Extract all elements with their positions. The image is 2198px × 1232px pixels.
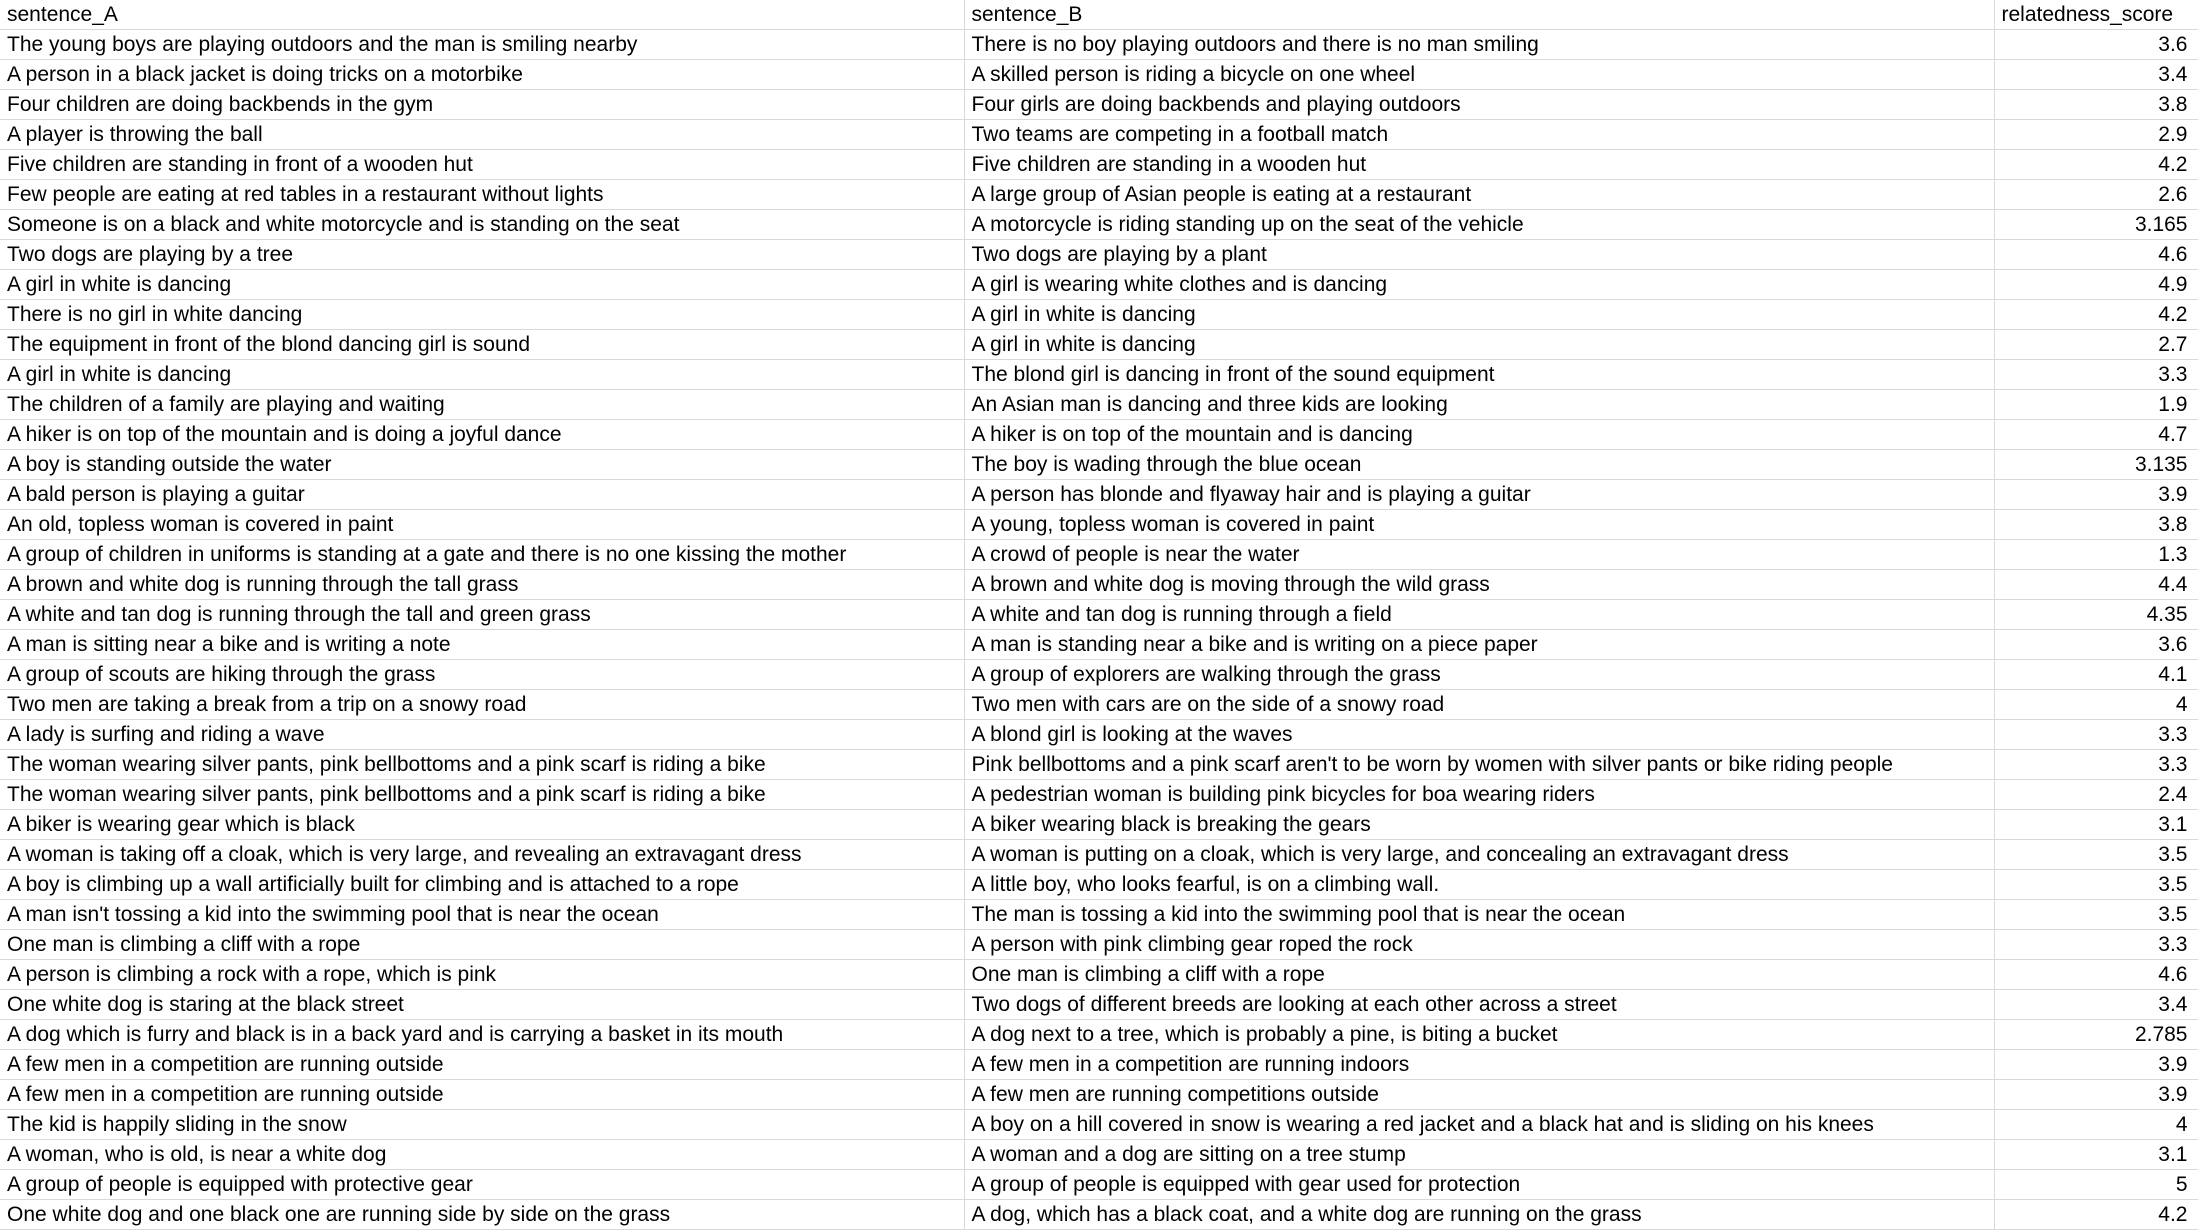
table-row (0, 480, 2198, 510)
sentence-a-cell[interactable]: A dog which is furry and black is in a back yard and is carrying a basket in its mouth (0, 1020, 964, 1050)
sentence-b-cell[interactable]: Two men with cars are on the side of a snowy road (964, 690, 1994, 720)
relatedness-score-cell[interactable]: 4.6 (1994, 960, 2198, 990)
relatedness-score-cell[interactable]: 4 (1994, 1110, 2198, 1140)
table-row (0, 900, 2198, 930)
sentence-b-cell[interactable]: A brown and white dog is moving through the wild grass (964, 570, 1994, 600)
relatedness-score-cell[interactable]: 3.6 (1994, 630, 2198, 660)
relatedness-score-cell[interactable]: 3.6 (1994, 30, 2198, 60)
header-row (0, 0, 2198, 30)
relatedness-score-cell[interactable]: 3.3 (1994, 720, 2198, 750)
sentence-a-cell[interactable]: Someone is on a black and white motorcycle and is standing on the seat (0, 210, 964, 240)
relatedness-score-cell[interactable]: 3.5 (1994, 840, 2198, 870)
sentence-a-cell[interactable]: Two dogs are playing by a tree (0, 240, 964, 270)
sentence-b-cell[interactable]: There is no boy playing outdoors and there is no man smiling (964, 30, 1994, 60)
sentence-b-cell[interactable]: A woman is putting on a cloak, which is very large, and concealing an extravagant dress (964, 840, 1994, 870)
relatedness-score-cell[interactable]: 3.3 (1994, 930, 2198, 960)
table-row (0, 390, 2198, 420)
table-row (0, 1080, 2198, 1110)
sentence-a-cell[interactable]: Few people are eating at red tables in a restaurant without lights (0, 180, 964, 210)
sentence-b-cell[interactable]: A girl in white is dancing (964, 330, 1994, 360)
relatedness-score-cell[interactable]: 4.4 (1994, 570, 2198, 600)
relatedness-score-cell[interactable]: 3.1 (1994, 810, 2198, 840)
column-header-sentence-a[interactable]: sentence_A (0, 0, 964, 30)
sentence-a-cell[interactable]: The woman wearing silver pants, pink bellbottoms and a pink scarf is riding a bike (0, 780, 964, 810)
table-row (0, 540, 2198, 570)
relatedness-score-cell[interactable]: 3.4 (1994, 60, 2198, 90)
sentence-b-cell[interactable]: The boy is wading through the blue ocean (964, 450, 1994, 480)
relatedness-score-cell[interactable]: 2.6 (1994, 180, 2198, 210)
relatedness-score-cell[interactable]: 3.4 (1994, 990, 2198, 1020)
table-row (0, 180, 2198, 210)
sentence-b-cell[interactable]: Four girls are doing backbends and playing outdoors (964, 90, 1994, 120)
table-row (0, 330, 2198, 360)
relatedness-score-cell[interactable]: 4.2 (1994, 150, 2198, 180)
sentence-b-cell[interactable]: A crowd of people is near the water (964, 540, 1994, 570)
sentence-b-cell[interactable]: A person has blonde and flyaway hair and is playing a guitar (964, 480, 1994, 510)
table-row (0, 150, 2198, 180)
relatedness-score-cell[interactable]: 3.3 (1994, 360, 2198, 390)
table-row (0, 810, 2198, 840)
sentence-a-cell[interactable]: Four children are doing backbends in the gym (0, 90, 964, 120)
sentence-b-cell[interactable]: Two dogs are playing by a plant (964, 240, 1994, 270)
sentence-a-cell[interactable]: An old, topless woman is covered in paint (0, 510, 964, 540)
table-row (0, 1050, 2198, 1080)
sentence-a-cell[interactable]: Five children are standing in front of a wooden hut (0, 150, 964, 180)
sentence-b-cell[interactable]: A group of people is equipped with gear used for protection (964, 1170, 1994, 1200)
table-row (0, 120, 2198, 150)
table-row (0, 870, 2198, 900)
table-row (0, 960, 2198, 990)
sentence-a-cell[interactable]: A woman, who is old, is near a white dog (0, 1140, 964, 1170)
sentence-a-cell[interactable]: The young boys are playing outdoors and the man is smiling nearby (0, 30, 964, 60)
sentence-b-cell[interactable]: Pink bellbottoms and a pink scarf aren't to be worn by women with silver pants or bike riding people (964, 750, 1994, 780)
relatedness-score-cell[interactable]: 4 (1994, 690, 2198, 720)
sentence-b-cell[interactable]: Two teams are competing in a football match (964, 120, 1994, 150)
sentence-a-cell[interactable]: A boy is standing outside the water (0, 450, 964, 480)
sentence-a-cell[interactable]: A man is sitting near a bike and is writing a note (0, 630, 964, 660)
table-row (0, 1110, 2198, 1140)
relatedness-score-cell[interactable]: 4.7 (1994, 420, 2198, 450)
sentence-a-cell[interactable]: A player is throwing the ball (0, 120, 964, 150)
sentence-b-cell[interactable]: The man is tossing a kid into the swimming pool that is near the ocean (964, 900, 1994, 930)
sentence-b-cell[interactable]: A little boy, who looks fearful, is on a climbing wall. (964, 870, 1994, 900)
sentence-a-cell[interactable]: A bald person is playing a guitar (0, 480, 964, 510)
sentence-a-cell[interactable]: One white dog is staring at the black street (0, 990, 964, 1020)
sentence-a-cell[interactable]: The woman wearing silver pants, pink bellbottoms and a pink scarf is riding a bike (0, 750, 964, 780)
relatedness-score-cell[interactable]: 3.135 (1994, 450, 2198, 480)
table-row (0, 660, 2198, 690)
sentence-a-cell[interactable]: The kid is happily sliding in the snow (0, 1110, 964, 1140)
sentence-a-cell[interactable]: The children of a family are playing and waiting (0, 390, 964, 420)
table-row (0, 30, 2198, 60)
relatedness-score-cell[interactable]: 3.9 (1994, 1080, 2198, 1110)
table-row (0, 270, 2198, 300)
table-row (0, 990, 2198, 1020)
table-row (0, 600, 2198, 630)
sentence-a-cell[interactable]: One white dog and one black one are running side by side on the grass (0, 1200, 964, 1230)
table-row (0, 510, 2198, 540)
relatedness-score-cell[interactable]: 4.1 (1994, 660, 2198, 690)
sentence-a-cell[interactable]: A person is climbing a rock with a rope, which is pink (0, 960, 964, 990)
sentence-a-cell[interactable]: A few men in a competition are running outside (0, 1080, 964, 1110)
sentence-b-cell[interactable]: A girl is wearing white clothes and is dancing (964, 270, 1994, 300)
sentence-a-cell[interactable]: A biker is wearing gear which is black (0, 810, 964, 840)
relatedness-score-cell[interactable]: 3.9 (1994, 1050, 2198, 1080)
sentence-b-cell[interactable]: A dog, which has a black coat, and a white dog are running on the grass (964, 1200, 1994, 1230)
column-header-sentence-b[interactable]: sentence_B (964, 0, 1994, 30)
relatedness-score-cell[interactable]: 4.6 (1994, 240, 2198, 270)
table-row (0, 450, 2198, 480)
sentence-b-cell[interactable]: One man is climbing a cliff with a rope (964, 960, 1994, 990)
sentence-b-cell[interactable]: A skilled person is riding a bicycle on one wheel (964, 60, 1994, 90)
relatedness-score-cell[interactable]: 3.5 (1994, 870, 2198, 900)
table-row (0, 420, 2198, 450)
sentence-b-cell[interactable]: A dog next to a tree, which is probably a pine, is biting a bucket (964, 1020, 1994, 1050)
sentence-b-cell[interactable]: Five children are standing in a wooden hut (964, 150, 1994, 180)
relatedness-score-cell[interactable]: 2.785 (1994, 1020, 2198, 1050)
relatedness-score-cell[interactable]: 1.9 (1994, 390, 2198, 420)
column-header-relatedness-score[interactable]: relatedness_score (1994, 0, 2198, 30)
table-row (0, 1020, 2198, 1050)
relatedness-score-cell[interactable]: 5 (1994, 1170, 2198, 1200)
sentence-a-cell[interactable]: A woman is taking off a cloak, which is very large, and revealing an extravagant dress (0, 840, 964, 870)
relatedness-score-cell[interactable]: 3.8 (1994, 510, 2198, 540)
table-row (0, 930, 2198, 960)
table-row (0, 630, 2198, 660)
table-row (0, 750, 2198, 780)
sentence-b-cell[interactable]: A group of explorers are walking through the grass (964, 660, 1994, 690)
sentence-b-cell[interactable]: A large group of Asian people is eating at a restaurant (964, 180, 1994, 210)
sentence-a-cell[interactable]: A group of scouts are hiking through the grass (0, 660, 964, 690)
table-row (0, 1170, 2198, 1200)
relatedness-score-cell[interactable]: 2.7 (1994, 330, 2198, 360)
sentence-b-cell[interactable]: An Asian man is dancing and three kids are looking (964, 390, 1994, 420)
sentence-b-cell[interactable]: A blond girl is looking at the waves (964, 720, 1994, 750)
relatedness-score-cell[interactable]: 3.8 (1994, 90, 2198, 120)
relatedness-score-cell[interactable]: 3.1 (1994, 1140, 2198, 1170)
sentence-b-cell[interactable]: A pedestrian woman is building pink bicycles for boa wearing riders (964, 780, 1994, 810)
relatedness-score-cell[interactable]: 4.2 (1994, 1200, 2198, 1230)
table-row (0, 60, 2198, 90)
sentence-b-cell[interactable]: A young, topless woman is covered in paint (964, 510, 1994, 540)
sentence-b-cell[interactable]: A girl in white is dancing (964, 300, 1994, 330)
sentence-a-cell[interactable]: There is no girl in white dancing (0, 300, 964, 330)
sentence-b-cell[interactable]: A boy on a hill covered in snow is wearing a red jacket and a black hat and is sliding on his knees (964, 1110, 1994, 1140)
relatedness-score-cell[interactable]: 4.9 (1994, 270, 2198, 300)
relatedness-score-cell[interactable]: 2.9 (1994, 120, 2198, 150)
table-row (0, 570, 2198, 600)
sentence-b-cell[interactable]: A few men in a competition are running indoors (964, 1050, 1994, 1080)
table-row (0, 720, 2198, 750)
relatedness-score-cell[interactable]: 4.35 (1994, 600, 2198, 630)
sentence-b-cell[interactable]: A motorcycle is riding standing up on the seat of the vehicle (964, 210, 1994, 240)
table-row (0, 210, 2198, 240)
sentence-a-cell[interactable]: A girl in white is dancing (0, 360, 964, 390)
sentence-a-cell[interactable]: A few men in a competition are running outside (0, 1050, 964, 1080)
sentence-a-cell[interactable]: A brown and white dog is running through the tall grass (0, 570, 964, 600)
sentence-b-cell[interactable]: A hiker is on top of the mountain and is dancing (964, 420, 1994, 450)
sentence-b-cell[interactable]: A biker wearing black is breaking the gears (964, 810, 1994, 840)
table-row (0, 780, 2198, 810)
table-row (0, 90, 2198, 120)
sentence-b-cell[interactable]: Two dogs of different breeds are looking at each other across a street (964, 990, 1994, 1020)
sentence-a-cell[interactable]: Two men are taking a break from a trip on a snowy road (0, 690, 964, 720)
sentence-a-cell[interactable]: A group of children in uniforms is standing at a gate and there is no one kissing the mother (0, 540, 964, 570)
table-row (0, 840, 2198, 870)
sentence-a-cell[interactable]: A hiker is on top of the mountain and is doing a joyful dance (0, 420, 964, 450)
relatedness-score-cell[interactable]: 3.3 (1994, 750, 2198, 780)
sentence-a-cell[interactable]: A boy is climbing up a wall artificially built for climbing and is attached to a rope (0, 870, 964, 900)
sentence-b-cell[interactable]: A man is standing near a bike and is writing on a piece paper (964, 630, 1994, 660)
table-row (0, 1200, 2198, 1230)
relatedness-score-cell[interactable]: 3.5 (1994, 900, 2198, 930)
sentence-a-cell[interactable]: A person in a black jacket is doing tricks on a motorbike (0, 60, 964, 90)
sentence-a-cell[interactable]: A group of people is equipped with protective gear (0, 1170, 964, 1200)
relatedness-score-cell[interactable]: 3.165 (1994, 210, 2198, 240)
relatedness-score-cell[interactable]: 3.9 (1994, 480, 2198, 510)
sentence-a-cell[interactable]: A white and tan dog is running through the tall and green grass (0, 600, 964, 630)
sentence-a-cell[interactable]: The equipment in front of the blond dancing girl is sound (0, 330, 964, 360)
sentence-a-cell[interactable]: A man isn't tossing a kid into the swimming pool that is near the ocean (0, 900, 964, 930)
table-row (0, 360, 2198, 390)
sentence-b-cell[interactable]: A few men are running competitions outside (964, 1080, 1994, 1110)
relatedness-score-cell[interactable]: 4.2 (1994, 300, 2198, 330)
sentence-a-cell[interactable]: A girl in white is dancing (0, 270, 964, 300)
table-row (0, 1140, 2198, 1170)
sentence-b-cell[interactable]: The blond girl is dancing in front of the sound equipment (964, 360, 1994, 390)
sentence-b-cell[interactable]: A white and tan dog is running through a field (964, 600, 1994, 630)
sentence-b-cell[interactable]: A person with pink climbing gear roped the rock (964, 930, 1994, 960)
table-row (0, 690, 2198, 720)
relatedness-score-cell[interactable]: 1.3 (1994, 540, 2198, 570)
table-row (0, 300, 2198, 330)
sentence-a-cell[interactable]: A lady is surfing and riding a wave (0, 720, 964, 750)
sentence-a-cell[interactable]: One man is climbing a cliff with a rope (0, 930, 964, 960)
relatedness-score-cell[interactable]: 2.4 (1994, 780, 2198, 810)
table-row (0, 240, 2198, 270)
sentence-b-cell[interactable]: A woman and a dog are sitting on a tree stump (964, 1140, 1994, 1170)
